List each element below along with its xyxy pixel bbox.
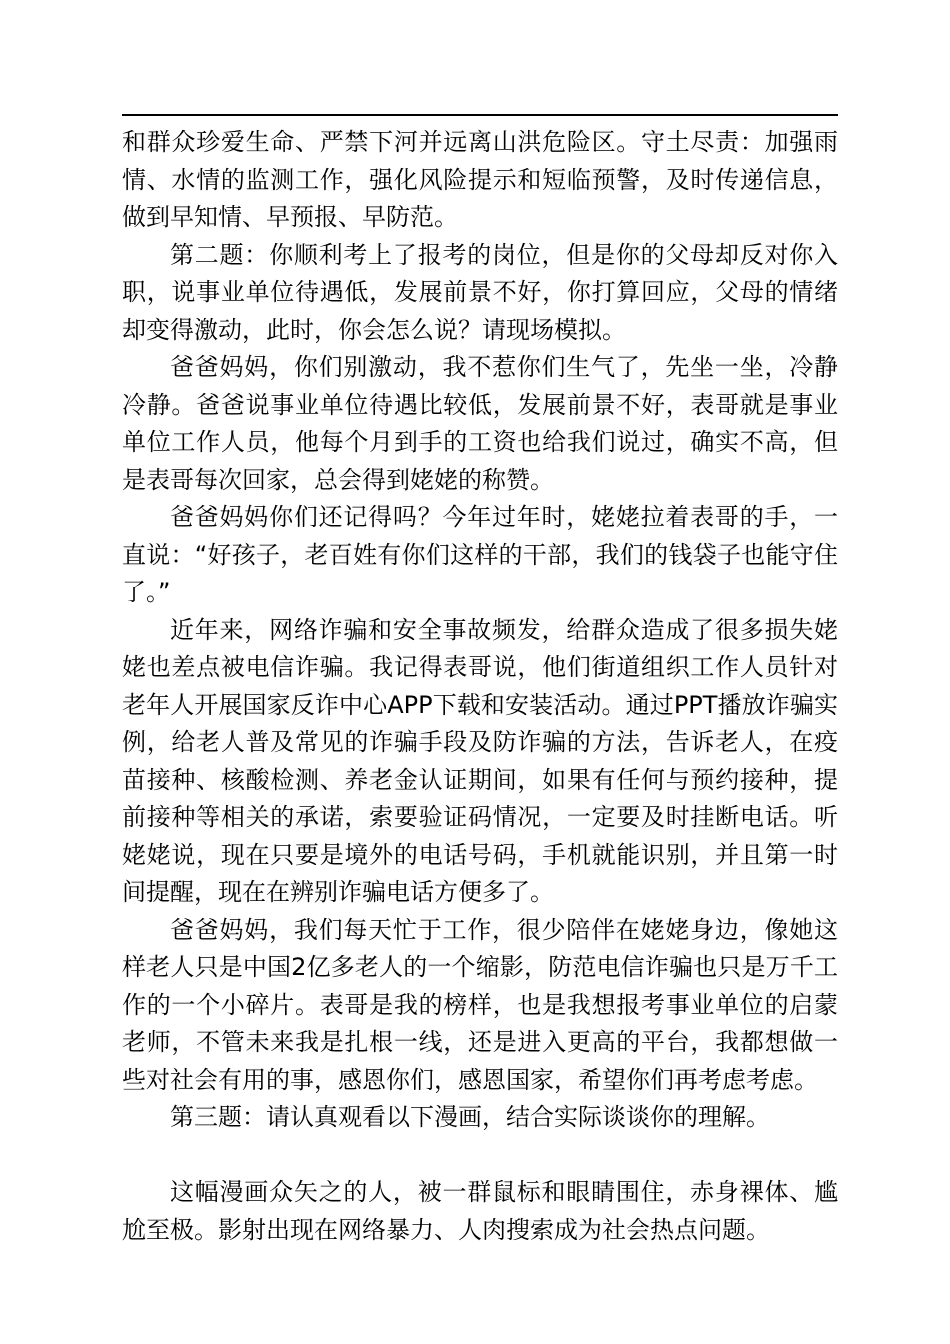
document-body: [122, 124, 838, 1249]
paragraph-answer-fraud-prevention: 近年来，网络诈骗和安全事故频发，给群众造成了很多损失姥姥也差点被电信诈骗。我记得表哥说，他们街道组织工作人员针对老年人开展国家反诈中心APP下载和安装活动。通过PPT播放诈骗实例，给老人普及常见的诈骗手段及防诈骗的方法，告诉老人，在疫苗接种、核酸检测、养老金认证期间，如果有任何与预约接种，提前接种等相关的承诺，索要验证码情况，一定要及时挂断电话。听姥姥说，现在只要是境外的电话号码，手机就能识别，并且第一时间提醒，现在在辨别诈骗电话方便多了。: [122, 615, 838, 906]
paragraph-answer-conclusion: 爸爸妈妈，我们每天忙于工作，很少陪伴在姥姥身边，像她这样老人只是中国2亿多老人的一个缩影，防范电信诈骗也只是万千工作的一个小碎片。表哥是我的榜样，也是我想报考事业单位的启蒙老师，不管未来我是扎根一线，还是进入更高的平台，我都想做一些对社会有用的事，感恩你们，感恩国家，希望你们再考虑考虑。: [122, 915, 838, 1094]
paragraph-question-three: 第三题：请认真观看以下漫画，结合实际谈谈你的理解。: [170, 1103, 770, 1131]
paragraph-cartoon-analysis: 这幅漫画众矢之的人，被一群鼠标和眼睛围住，赤身裸体、尴尬至极。影射出现在网络暴力、人肉搜索成为社会热点问题。: [122, 1178, 838, 1244]
header-rule: [122, 114, 838, 116]
paragraph-flood-safety: 和群众珍爱生命、严禁下河并远离山洪危险区。守土尽责：加强雨情、水情的监测工作，强化风险提示和短临预警，及时传递信息，做到早知情、早预报、早防范。: [122, 128, 838, 231]
paragraph-answer-calm-parents: 爸爸妈妈，你们别激动，我不惹你们生气了，先坐一坐，冷静冷静。爸爸说事业单位待遇比较低，发展前景不好，表哥就是事业单位工作人员，他每个月到手的工资也给我们说过，确实不高，但是表哥每次回家，总会得到姥姥的称赞。: [122, 353, 838, 494]
paragraph-answer-new-year: 爸爸妈妈你们还记得吗？今年过年时，姥姥拉着表哥的手，一直说：“好孩子，老百姓有你们这样的干部，我们的钱袋子也能守住了。”: [122, 503, 838, 606]
paragraph-question-two: 第二题：你顺利考上了报考的岗位，但是你的父母却反对你入职，说事业单位待遇低，发展前景不好，你打算回应，父母的情绪却变得激动，此时，你会怎么说？请现场模拟。: [122, 240, 838, 344]
